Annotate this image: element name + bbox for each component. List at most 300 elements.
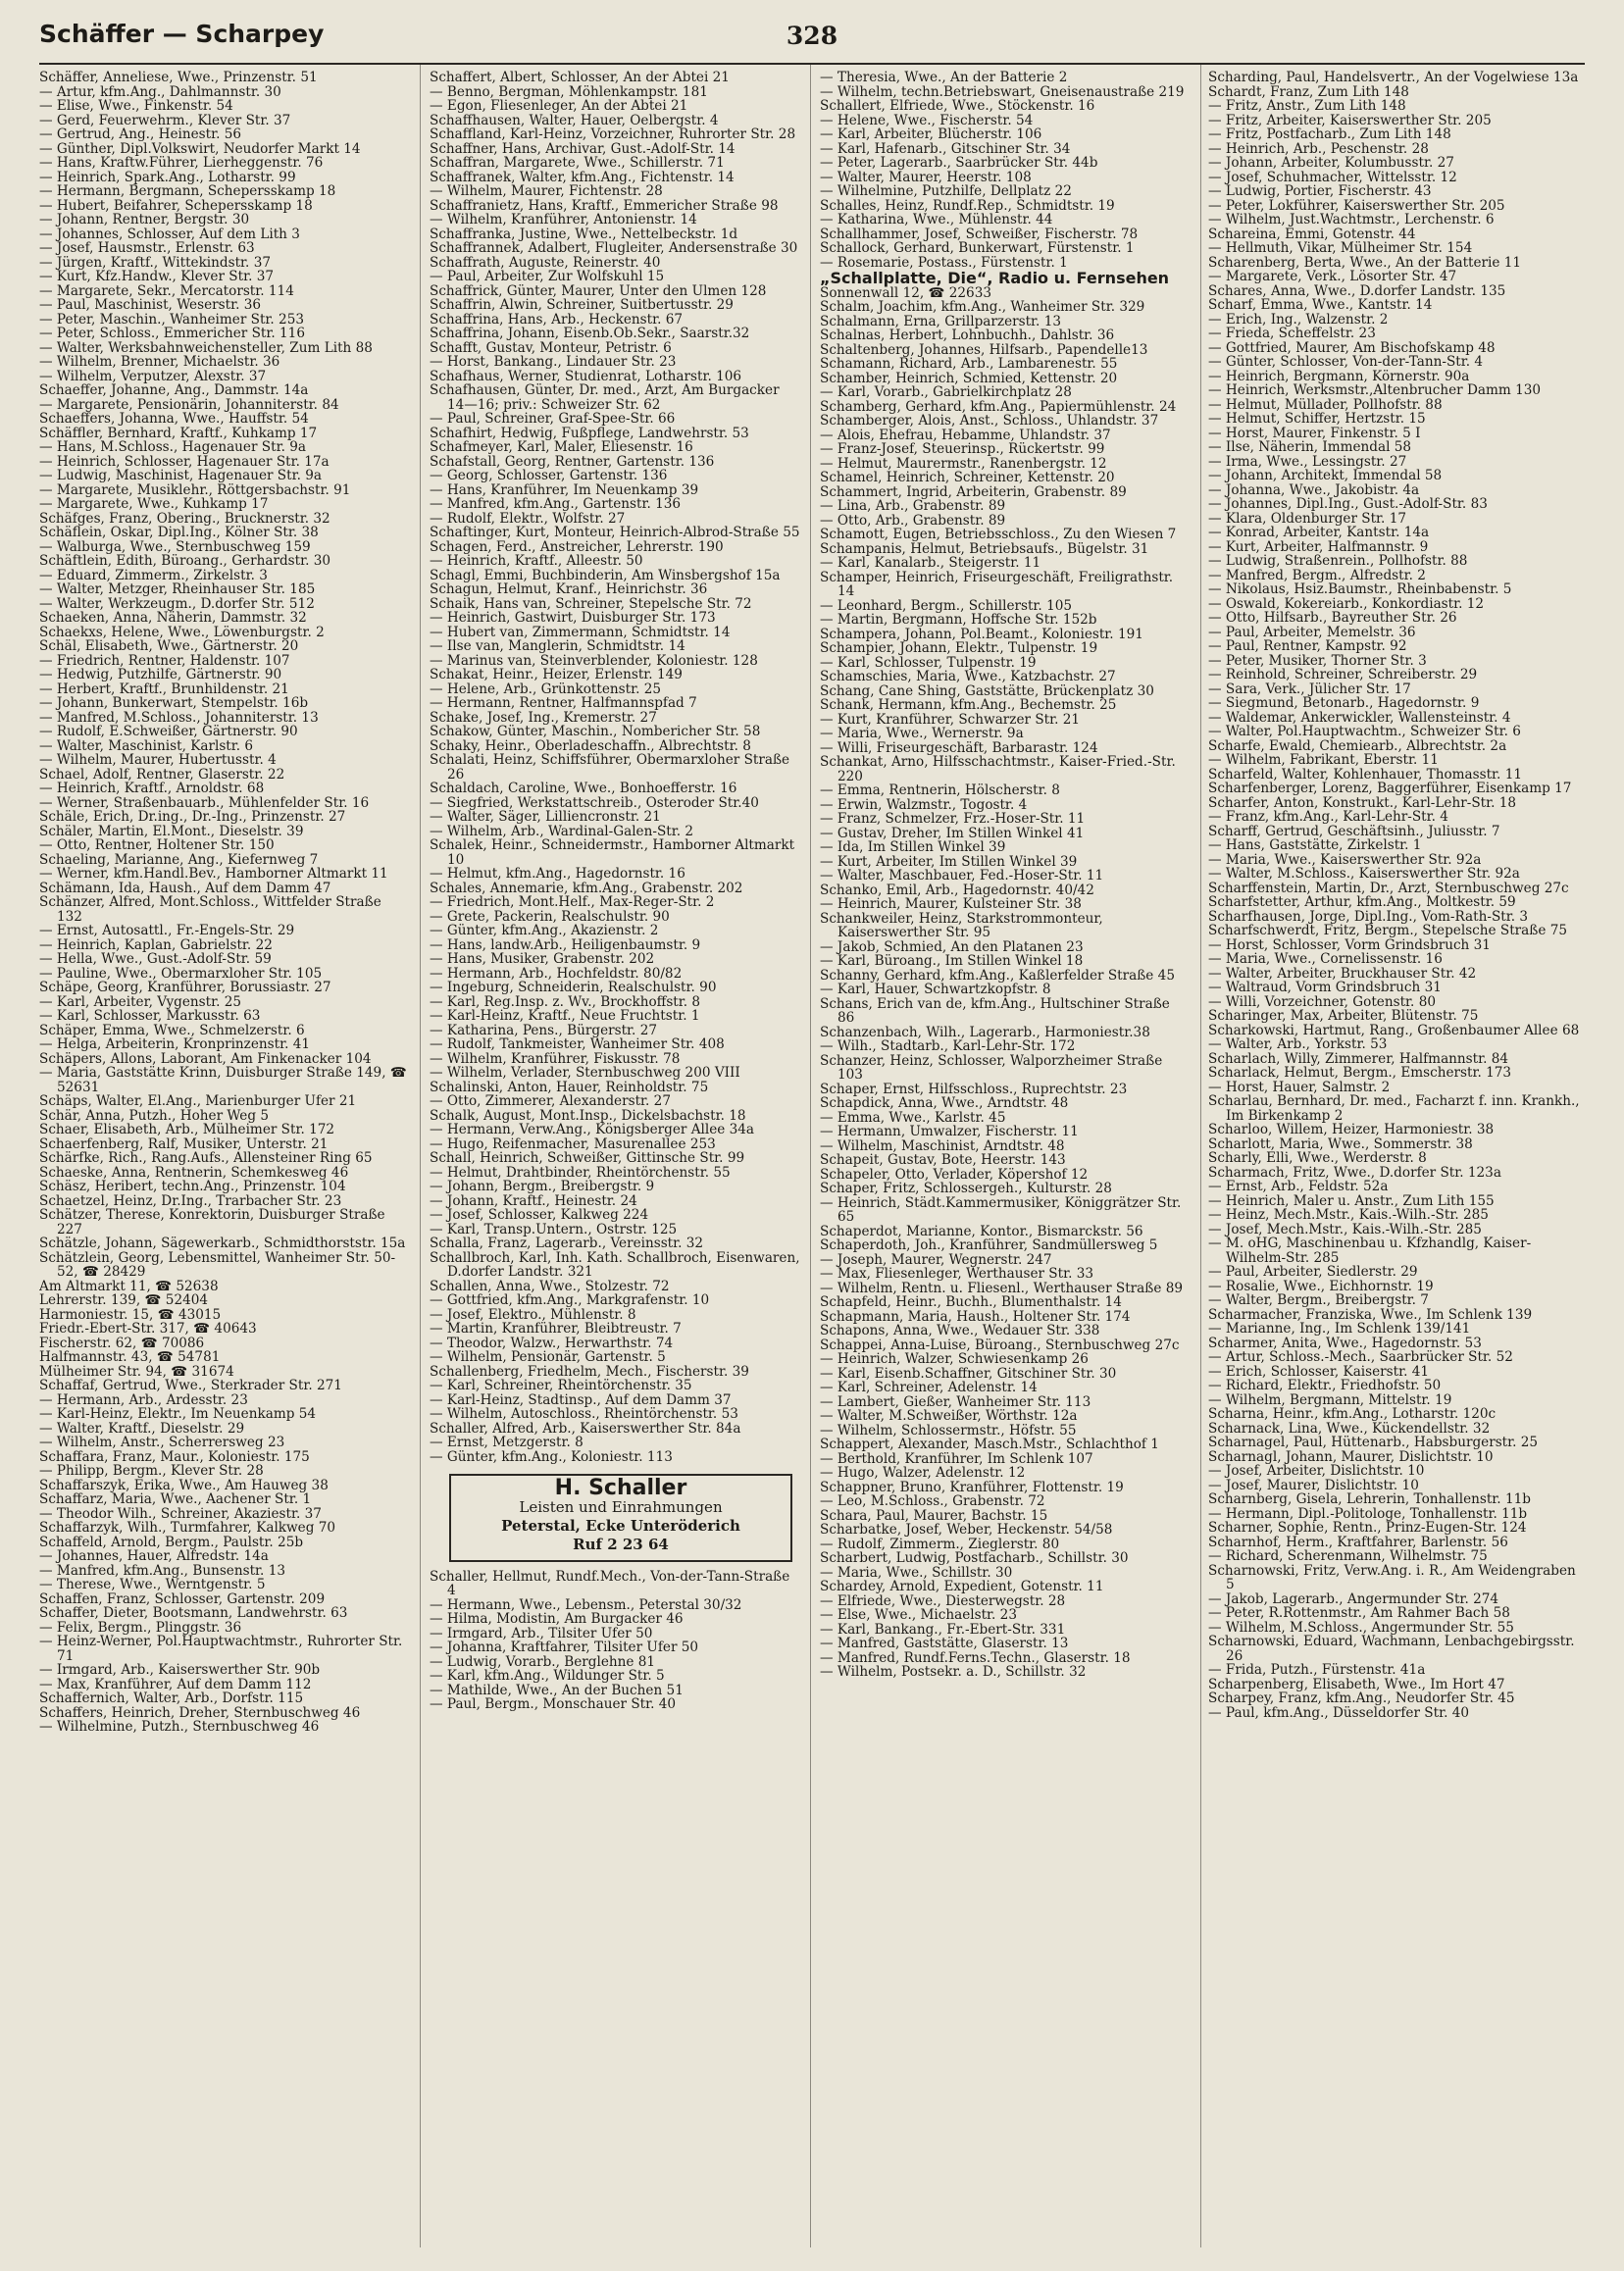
directory-entry: — Ernst, Arb., Feldstr. 52a xyxy=(1208,1179,1389,1194)
directory-entry: — Kurt, Arbeiter, Halfmannstr. 9 xyxy=(1208,538,1429,555)
column-2 xyxy=(430,71,800,2247)
directory-entry: Schallhammer, Josef, Schweißer, Fischerstr. 78 xyxy=(820,226,1139,242)
directory-entry: — Nikolaus, Hsiz.Baumstr., Rheinbabenstr. 5 xyxy=(1208,581,1512,597)
directory-entry: Schaffrannek, Adalbert, Flugleiter, Andersenstraße 30 xyxy=(430,240,798,256)
directory-entry: — Karl, Schlosser, Tulpenstr. 19 xyxy=(820,654,1037,671)
directory-entry: — Josef, Arbeiter, Dislichtstr. 10 xyxy=(1208,1463,1425,1479)
directory-entry: — Ludwig, Portier, Fischerstr. 43 xyxy=(1208,183,1432,199)
directory-entry: — Helmut, Drahtbinder, Rheintörchenstr. 55 xyxy=(430,1164,731,1181)
directory-entry: — Horst, Hauer, Salmstr. 2 xyxy=(1208,1079,1391,1095)
column-divider xyxy=(1200,65,1201,2247)
directory-entry: — Fritz, Postfacharb., Zum Lith 148 xyxy=(1208,126,1451,142)
directory-entry: Schaffranka, Justine, Wwe., Nettelbeckstr. 1d xyxy=(430,226,738,242)
directory-entry: — Walter, Kraftf., Dieselstr. 29 xyxy=(39,1420,245,1437)
directory-entry: Schank, Hermann, kfm.Ang., Bechemstr. 25 xyxy=(820,697,1117,713)
directory-entry: Schamper, Heinrich, Friseurgeschäft, Freiligrathstr. 14 xyxy=(820,569,1174,599)
directory-entry: — Heinrich, Spark.Ang., Lotharstr. 99 xyxy=(39,169,296,185)
directory-entry: — Heinz, Mech.Mstr., Kais.-Wilh.-Str. 285 xyxy=(1208,1207,1489,1223)
directory-entry: — Heinrich, Werksmstr.,Altenbrucher Damm 130 xyxy=(1208,382,1542,398)
directory-entry: — Karl, Schreiner, Rheintörchenstr. 35 xyxy=(430,1378,692,1393)
directory-entry: Schätzle, Johann, Sägewerkarb., Schmidthorststr. 15a xyxy=(39,1236,406,1251)
directory-entry: — Peter, Schloss., Emmericher Str. 116 xyxy=(39,326,305,341)
directory-entry: — Rosemarie, Postass., Fürstenstr. 1 xyxy=(820,254,1068,271)
directory-entry: Schaffeld, Arnold, Bergm., Paulstr. 25b xyxy=(39,1534,304,1550)
directory-entry: — Siegmund, Betonarb., Hagedornstr. 9 xyxy=(1208,695,1480,711)
directory-entry: Schaper, Ernst, Hilfsschloss., Ruprechtstr. 23 xyxy=(820,1081,1128,1097)
directory-entry: — Lina, Arb., Grabenstr. 89 xyxy=(820,498,1006,514)
directory-entry: — Wilh., Stadtarb., Karl-Lehr-Str. 172 xyxy=(820,1038,1076,1054)
directory-entry: — Werner, Straßenbauarb., Mühlenfelder Str. 16 xyxy=(39,794,370,811)
directory-entry: — Waldemar, Ankerwickler, Wallensteinstr. 4 xyxy=(1208,709,1511,726)
directory-entry: — Wilhelm, Fabrikant, Eberstr. 11 xyxy=(1208,752,1439,768)
directory-entry: — Walter, Werkzeugm., D.dorfer Str. 512 xyxy=(39,595,315,612)
directory-entry: — Johanna, Kraftfahrer, Tilsiter Ufer 50 xyxy=(430,1640,699,1655)
directory-entry: Schäftlein, Edith, Büroang., Gerhardstr. 30 xyxy=(39,553,331,569)
directory-entry: — Gerd, Feuerwehrm., Klever Str. 37 xyxy=(39,112,291,128)
directory-entry: — Karl, Schlosser, Markusstr. 63 xyxy=(39,1008,261,1024)
directory-entry: Schalles, Heinz, Rundf.Rep., Schmidtstr. 19 xyxy=(820,197,1115,214)
directory-entry: — Helmut, kfm.Ang., Hagedornstr. 16 xyxy=(430,866,685,882)
directory-entry: Schäler, Martin, El.Mont., Dieselstr. 39 xyxy=(39,823,304,839)
directory-entry: — Maria, Wwe., Schillstr. 30 xyxy=(820,1564,1013,1581)
directory-entry: Schankweiler, Heinz, Starkstrommonteur, Kaiserswerther Str. 95 xyxy=(820,910,1103,940)
directory-entry: — Walburga, Wwe., Sternbuschweg 159 xyxy=(39,538,311,555)
directory-entry: Schanko, Emil, Arb., Hagedornstr. 40/42 xyxy=(820,882,1094,898)
directory-entry: Schaperdot, Marianne, Kontor., Bismarckstr. 56 xyxy=(820,1223,1143,1239)
directory-entry: — Walter, Säger, Lilliencronstr. 21 xyxy=(430,809,661,825)
directory-entry: — Ludwig, Straßenrein., Pollhofstr. 88 xyxy=(1208,553,1468,569)
directory-entry: Schaeken, Anna, Näherin, Dammstr. 32 xyxy=(39,610,307,626)
directory-entry: Scharlack, Helmut, Bergm., Emscherstr. 173 xyxy=(1208,1065,1512,1081)
directory-entry: Harmoniestr. 15, ☎ 43015 xyxy=(39,1306,222,1323)
directory-entry: Schalla, Franz, Lagerarb., Vereinsstr. 32 xyxy=(430,1236,704,1251)
directory-entry: Schaffarz, Maria, Wwe., Aachener Str. 1 xyxy=(39,1491,312,1507)
directory-entry: — Maria, Wwe., Cornelissenstr. 16 xyxy=(1208,951,1443,967)
directory-entry: — Wilhelm, Pensionär, Gartenstr. 5 xyxy=(430,1349,666,1365)
directory-entry: — Martin, Bergmann, Hoffsche Str. 152b xyxy=(820,612,1097,628)
directory-entry: Schamber, Heinrich, Schmied, Kettenstr. 20 xyxy=(820,370,1118,386)
directory-entry: — Wilhelm, Maschinist, Arndtstr. 48 xyxy=(820,1137,1065,1154)
directory-entry: — Georg, Schlosser, Gartenstr. 136 xyxy=(430,468,668,483)
directory-entry: — Josef, Hausmstr., Erlenstr. 63 xyxy=(39,240,255,256)
directory-entry: Schaffert, Albert, Schlosser, An der Abtei 21 xyxy=(430,71,730,85)
directory-entry: Schakat, Heinr., Heizer, Erlenstr. 149 xyxy=(430,667,683,682)
directory-entry: — Eduard, Zimmerm., Zirkelstr. 3 xyxy=(39,567,268,583)
directory-entry: Scharfenberger, Lorenz, Baggerführer, Eisenkamp 17 xyxy=(1208,781,1572,796)
directory-entry: Sonnenwall 12, ☎ 22633 xyxy=(820,284,991,301)
directory-entry: — Karl, Reg.Insp. z. Wv., Brockhoffstr. 8 xyxy=(430,993,701,1010)
directory-entry: Scharbatke, Josef, Weber, Heckenstr. 54/58 xyxy=(820,1522,1113,1538)
directory-entry: — Peter, Lokführer, Kaiserswerther Str. 205 xyxy=(1208,197,1505,214)
directory-entry: — Artur, Schloss.-Mech., Saarbrücker Str. 52 xyxy=(1208,1349,1513,1365)
directory-entry: — Wilhelm, Arb., Wardinal-Galen-Str. 2 xyxy=(430,823,694,839)
directory-entry: Mülheimer Str. 94, ☎ 31674 xyxy=(39,1363,234,1380)
directory-entry: — Johannes, Dipl.Ing., Gust.-Adolf-Str. 83 xyxy=(1208,496,1488,512)
directory-entry: — Fritz, Anstr., Zum Lith 148 xyxy=(1208,98,1406,114)
directory-entry: Schaffrin, Alwin, Schreiner, Suitbertusstr. 29 xyxy=(430,297,734,313)
directory-entry: Schaffrath, Auguste, Reinerstr. 40 xyxy=(430,254,661,271)
directory-entry: — Grete, Packerin, Realschulstr. 90 xyxy=(430,908,670,925)
directory-entry: — Gottfried, kfm.Ang., Markgrafenstr. 10 xyxy=(430,1292,710,1308)
directory-entry: — Ernst, Autosattl., Fr.-Engels-Str. 29 xyxy=(39,923,295,938)
directory-entry: — Max, Fliesenleger, Werthauser Str. 33 xyxy=(820,1266,1094,1282)
directory-entry: — Marianne, Ing., Im Schlenk 139/141 xyxy=(1208,1321,1471,1337)
column-divider xyxy=(420,65,421,2247)
directory-entry: Scharpey, Franz, kfm.Ang., Neudorfer Str. 45 xyxy=(1208,1691,1515,1706)
directory-entry: Schaftinger, Kurt, Monteur, Heinrich-Albrod-Straße 55 xyxy=(430,525,800,540)
directory-entry: Schael, Adolf, Rentner, Glaserstr. 22 xyxy=(39,766,285,782)
directory-entry: — Helga, Arbeiterin, Kronprinzenstr. 41 xyxy=(39,1036,311,1052)
directory-entry: — Leonhard, Bergm., Schillerstr. 105 xyxy=(820,597,1073,614)
directory-entry: — Peter, Maschin., Wanheimer Str. 253 xyxy=(39,311,305,328)
directory-entry: — Irmgard, Arb., Tilsiter Ufer 50 xyxy=(430,1625,653,1641)
directory-entry: Schäfges, Franz, Obering., Brucknerstr. 32 xyxy=(39,510,330,527)
directory-entry: Scharmacher, Franziska, Wwe., Im Schlenk 139 xyxy=(1208,1306,1533,1323)
directory-entry: — Johann, Kraftf., Heinestr. 24 xyxy=(430,1192,637,1209)
directory-entry: — Hermann, Umwalzer, Fischerstr. 11 xyxy=(820,1124,1079,1139)
directory-entry: Scharfschwerdt, Fritz, Bergm., Stepelsche Straße 75 xyxy=(1208,923,1568,938)
directory-entry: Schamann, Richard, Arb., Lambarenestr. 55 xyxy=(820,356,1118,372)
directory-entry: — Emma, Rentnerin, Hölscherstr. 8 xyxy=(820,782,1060,798)
directory-entry: — Reinhold, Schreiner, Schreiberstr. 29 xyxy=(1208,667,1478,682)
directory-entry: — Gertrud, Ang., Heinestr. 56 xyxy=(39,126,242,142)
directory-entry: Schanzenbach, Wilh., Lagerarb., Harmoniestr.38 xyxy=(820,1024,1150,1040)
directory-entry: — Marinus van, Steinverblender, Koloniestr. 128 xyxy=(430,652,758,669)
directory-entry: — Hugo, Reifenmacher, Masurenallee 253 xyxy=(430,1136,716,1152)
directory-entry: — Wilhelm, Rentn. u. Fliesenl., Werthauser Straße 89 xyxy=(820,1280,1184,1296)
directory-entry: Schaffer, Dieter, Bootsmann, Landwehrstr. 63 xyxy=(39,1605,348,1621)
directory-entry: Lehrerstr. 139, ☎ 52404 xyxy=(39,1292,209,1308)
directory-entry: — Hugo, Walzer, Adelenstr. 12 xyxy=(820,1465,1026,1481)
directory-entry: — Rudolf, E.Schweißer, Gärtnerstr. 90 xyxy=(39,724,298,739)
ad-line: Peterstal, Ecke Unteröderich xyxy=(501,1516,740,1535)
directory-entry: Schalinski, Anton, Hauer, Reinholdstr. 75 xyxy=(430,1079,709,1095)
directory-entry: — Hermann, Bergmann, Schepersskamp 18 xyxy=(39,183,336,199)
directory-entry: — Peter, Musiker, Thorner Str. 3 xyxy=(1208,652,1427,669)
directory-entry: Schapeit, Gustav, Bote, Heerstr. 143 xyxy=(820,1152,1066,1168)
directory-entry: Schärfke, Rich., Rang.Aufs., Allensteiner Ring 65 xyxy=(39,1150,373,1166)
directory-entry: Schalm, Joachim, kfm.Ang., Wanheimer Str. 329 xyxy=(820,299,1145,315)
directory-entry: Schalek, Heinr., Schneidermstr., Hamborner Altmarkt 10 xyxy=(430,837,795,868)
directory-entry: — Irmgard, Arb., Kaiserswerther Str. 90b xyxy=(39,1662,321,1678)
directory-entry: Schallen, Anna, Wwe., Stolzestr. 72 xyxy=(430,1278,670,1294)
directory-entry: — Paul, Arbeiter, Memelstr. 36 xyxy=(1208,624,1416,640)
directory-entry: — Margarete, Pensionärin, Johanniterstr. 84 xyxy=(39,396,339,413)
directory-entry: Schaffen, Franz, Schlosser, Gartenstr. 209 xyxy=(39,1590,326,1607)
directory-entry: — Ludwig, Maschinist, Hagenauer Str. 9a xyxy=(39,468,322,483)
directory-entry: — Wilhelmine, Putzhilfe, Dellplatz 22 xyxy=(820,183,1072,199)
directory-entry: Schammert, Ingrid, Arbeiterin, Grabenstr. 89 xyxy=(820,483,1127,500)
directory-entry: Scharkowski, Hartmut, Rang., Großenbaumer Allee 68 xyxy=(1208,1022,1580,1038)
directory-entry: — Johanna, Wwe., Jakobistr. 4a xyxy=(1208,481,1420,498)
directory-entry: Schall, Heinrich, Schweißer, Gittinsche Str. 99 xyxy=(430,1150,745,1166)
ad-title: H. Schaller xyxy=(554,1476,687,1500)
directory-entry: Scharlau, Bernhard, Dr. med., Facharzt f. inn. Krankh., Im Birkenkamp 2 xyxy=(1208,1093,1580,1124)
directory-entry: Scharmer, Anita, Wwe., Hagedornstr. 53 xyxy=(1208,1335,1482,1351)
directory-entry: — Paul, Bergm., Monschauer Str. 40 xyxy=(430,1696,677,1712)
directory-entry: — Else, Wwe., Michaelstr. 23 xyxy=(820,1607,1017,1623)
directory-entry: — Otto, Hilfsarb., Bayreuther Str. 26 xyxy=(1208,610,1457,626)
directory-entry: Schaeling, Marianne, Ang., Kiefernweg 7 xyxy=(39,851,319,868)
directory-entry: — Felix, Bergm., Plinggstr. 36 xyxy=(39,1619,242,1636)
directory-entry: — Walter, Metzger, Rheinhauser Str. 185 xyxy=(39,581,316,597)
page-header xyxy=(39,20,1585,65)
directory-entry: Schaekxs, Helene, Wwe., Löwenburgstr. 2 xyxy=(39,624,325,640)
directory-entry: Schaller, Hellmut, Rundf.Mech., Von-der-Tann-Straße 4 xyxy=(430,1568,790,1598)
header-name-range: Schäffer — Scharpey xyxy=(39,20,325,48)
ad-line: Ruf 2 23 64 xyxy=(573,1535,669,1553)
directory-entry: — Friedrich, Mont.Helf., Max-Reger-Str. 2 xyxy=(430,894,715,910)
directory-entry: — Richard, Elektr., Friedhofstr. 50 xyxy=(1208,1378,1442,1393)
directory-entry: Schaffrick, Günter, Maurer, Unter den Ulmen 128 xyxy=(430,282,767,299)
directory-entry: — Katharina, Pens., Bürgerstr. 27 xyxy=(430,1022,657,1038)
directory-entry: Schaeffer, Johanne, Ang., Dammstr. 14a xyxy=(39,382,309,398)
directory-entry: Scharnagl, Johann, Maurer, Dislichtstr. 10 xyxy=(1208,1448,1494,1465)
directory-entry: Schamberger, Alois, Anst., Schloss., Uhlandstr. 37 xyxy=(820,413,1159,429)
directory-entry: — Werner, kfm.Handl.Bev., Hamborner Altmarkt 11 xyxy=(39,866,388,882)
directory-entry: Schaetzel, Heinz, Dr.Ing., Trarbacher Str. 23 xyxy=(39,1192,342,1209)
directory-entry: — Friedrich, Rentner, Haldenstr. 107 xyxy=(39,652,290,669)
directory-entry: — Heinrich, Kaplan, Gabrielstr. 22 xyxy=(39,936,273,953)
directory-entry: Schalk, August, Mont.Insp., Dickelsbachstr. 18 xyxy=(430,1107,746,1124)
directory-entry: — Helmut, Schiffer, Hertzstr. 15 xyxy=(1208,411,1426,427)
directory-entry: — Therese, Wwe., Werntgenstr. 5 xyxy=(39,1577,266,1592)
ad-line: Leisten und Einrahmungen xyxy=(519,1497,723,1516)
directory-entry: — Hedwig, Putzhilfe, Gärtnerstr. 90 xyxy=(39,667,282,682)
directory-entry: — Otto, Rentner, Holtener Str. 150 xyxy=(39,837,275,853)
directory-entry: — Kurt, Arbeiter, Im Stillen Winkel 39 xyxy=(820,853,1078,870)
directory-entry: — Walter, Werksbahnweichensteller, Zum Lith 88 xyxy=(39,339,373,356)
directory-entry: Schaerfenberg, Ralf, Musiker, Unterstr. 21 xyxy=(39,1136,329,1152)
directory-entry: Schaffrina, Johann, Eisenb.Ob.Sekr., Saarstr.32 xyxy=(430,326,750,341)
directory-entry: — Ilse van, Manglerin, Schmidtstr. 14 xyxy=(430,638,685,654)
directory-entry: — Wilhelm, Kranführer, Antonienstr. 14 xyxy=(430,212,697,227)
directory-entry: Scharna, Heinr., kfm.Ang., Lotharstr. 120c xyxy=(1208,1406,1497,1422)
directory-entry: — Kurt, Kfz.Handw., Klever Str. 37 xyxy=(39,269,275,284)
directory-entry: Schäper, Emma, Wwe., Schmelzerstr. 6 xyxy=(39,1022,305,1038)
directory-entry: Schalati, Heinz, Schiffsführer, Obermarxloher Straße 26 xyxy=(430,752,790,782)
directory-entry: — Walter, Pol.Hauptwachtm., Schweizer Str. 6 xyxy=(1208,724,1521,739)
directory-entry: — Erwin, Walzmstr., Togostr. 4 xyxy=(820,796,1028,813)
directory-entry: — Karl-Heinz, Kraftf., Neue Fruchtstr. 1 xyxy=(430,1008,700,1024)
directory-entry: — Johann, Rentner, Bergstr. 30 xyxy=(39,212,250,227)
directory-entry: — Berthold, Kranführer, Im Schlenk 107 xyxy=(820,1450,1093,1467)
directory-entry: Schafhirt, Hedwig, Fußpflege, Landwehrstr. 53 xyxy=(430,425,749,441)
directory-entry: — Hilma, Modistin, Am Burgacker 46 xyxy=(430,1611,684,1627)
directory-entry: Fischerstr. 62, ☎ 70086 xyxy=(39,1335,205,1351)
directory-entry: — Helene, Arb., Grünkottenstr. 25 xyxy=(430,681,662,697)
directory-entry: Schankat, Arno, Hilfsschachtmstr., Kaiser-Fried.-Str. 220 xyxy=(820,754,1176,784)
directory-entry: — Sara, Verk., Jülicher Str. 17 xyxy=(1208,681,1411,697)
directory-entry: — Heinrich, Maler u. Anstr., Zum Lith 155 xyxy=(1208,1192,1495,1209)
directory-entry: — Horst, Bankang., Lindauer Str. 23 xyxy=(430,354,677,370)
directory-entry: — Hellmuth, Vikar, Mülheimer Str. 154 xyxy=(1208,240,1473,256)
directory-entry: — Paul, Rentner, Kampstr. 92 xyxy=(1208,638,1407,654)
directory-entry: Schakow, Günter, Maschin., Nombericher Str. 58 xyxy=(430,724,761,739)
directory-entry: — Herbert, Kraftf., Brunhildenstr. 21 xyxy=(39,681,289,697)
directory-entry: Schampanis, Helmut, Betriebsaufs., Bügelstr. 31 xyxy=(820,540,1149,557)
directory-entry: Schareina, Emmi, Gotenstr. 44 xyxy=(1208,226,1416,242)
directory-entry: Schalmann, Erna, Grillparzerstr. 13 xyxy=(820,313,1061,329)
directory-entry: — Hubert van, Zimmermann, Schmidtstr. 14 xyxy=(430,624,731,640)
directory-entry: — Konrad, Arbeiter, Kantstr. 14a xyxy=(1208,525,1430,540)
directory-entry: — Heinrich, Städt.Kammermusiker, Königgrätzer Str. 65 xyxy=(820,1194,1182,1225)
directory-entry: — Johann, Bergm., Breibergstr. 9 xyxy=(430,1179,655,1194)
directory-entry: — Wilhelm, Brenner, Michaelstr. 36 xyxy=(39,354,280,370)
directory-entry: — Manfred, Bergm., Alfredstr. 2 xyxy=(1208,567,1426,583)
directory-entry: — Egon, Fliesenleger, An der Abtei 21 xyxy=(430,98,688,114)
directory-entry: Schär, Anna, Putzh., Hoher Weg 5 xyxy=(39,1107,269,1124)
directory-entry: — Hermann, Arb., Hochfeldstr. 80/82 xyxy=(430,965,683,982)
directory-entry: — Walter, M.Schweißer, Wörthstr. 12a xyxy=(820,1408,1078,1424)
directory-entry: — Willi, Friseurgeschäft, Barbarastr. 124 xyxy=(820,739,1098,756)
directory-entry: Scharf, Emma, Wwe., Kantstr. 14 xyxy=(1208,297,1433,313)
directory-entry: — Willi, Vorzeichner, Gotenstr. 80 xyxy=(1208,993,1436,1010)
directory-entry: — Günther, Dipl.Volkswirt, Neudorfer Markt 14 xyxy=(39,140,361,157)
directory-entry: Schaffranietz, Hans, Kraftf., Emmericher Straße 98 xyxy=(430,197,779,214)
directory-entry: — Oswald, Kokereiarb., Konkordiastr. 12 xyxy=(1208,595,1485,612)
directory-entry: Schampier, Johann, Elektr., Tulpenstr. 19 xyxy=(820,640,1098,656)
directory-entry: — Johann, Bunkerwart, Stempelstr. 16b xyxy=(39,695,309,711)
directory-entry: — Paul, Maschinist, Weserstr. 36 xyxy=(39,297,262,313)
directory-entry: Schapfeld, Heinr., Buchh., Blumenthalstr. 14 xyxy=(820,1294,1122,1310)
directory-entry: — Joseph, Maurer, Wegnerstr. 247 xyxy=(820,1251,1052,1268)
directory-entry: Schamschies, Maria, Wwe., Katzbachstr. 27 xyxy=(820,669,1116,684)
directory-entry: Schafhausen, Günter, Dr. med., Arzt, Am Burgacker 14—16; priv.: Schweizer Str. 62 xyxy=(430,382,780,413)
directory-entry: Schallock, Gerhard, Bunkerwart, Fürstenstr. 1 xyxy=(820,240,1135,256)
directory-entry: Scharner, Sophie, Rentn., Prinz-Eugen-Str. 124 xyxy=(1208,1520,1527,1536)
directory-entry: Schäle, Erich, Dr.ing., Dr.-Ing., Prinzenstr. 27 xyxy=(39,809,346,825)
directory-entry: — Manfred, Rundf.Ferns.Techn., Glaserstr. 18 xyxy=(820,1649,1131,1666)
directory-entry: Scharly, Elli, Wwe., Werderstr. 8 xyxy=(1208,1150,1427,1166)
directory-entry: — Fritz, Arbeiter, Kaiserswerther Str. 205 xyxy=(1208,112,1492,128)
directory-entry: Schaffarzyk, Wilh., Turmfahrer, Kalkweg 70 xyxy=(39,1520,336,1536)
directory-entry: — Hermann, Arb., Ardesstr. 23 xyxy=(39,1391,248,1408)
directory-entry: — Günter, kfm.Ang., Koloniestr. 113 xyxy=(430,1448,673,1465)
directory-entry: — Alois, Ehefrau, Hebamme, Uhlandstr. 37 xyxy=(820,427,1111,443)
directory-entry: — Heinz-Werner, Pol.Hauptwachtmstr., Ruhrorter Str. 71 xyxy=(39,1634,403,1664)
directory-entry: Schara, Paul, Maurer, Bachstr. 15 xyxy=(820,1507,1048,1524)
directory-entry: — Heinrich, Kraftf., Arnoldstr. 68 xyxy=(39,781,265,796)
directory-entry: Schätzer, Therese, Konrektorin, Duisburger Straße 227 xyxy=(39,1207,385,1237)
directory-entry: — Heinrich, Maurer, Kulsteiner Str. 38 xyxy=(820,896,1082,912)
directory-entry: Schäflein, Oskar, Dipl.Ing., Kölner Str. 38 xyxy=(39,525,319,540)
directory-entry: Scharnagel, Paul, Hüttenarb., Habsburgerstr. 25 xyxy=(1208,1435,1539,1450)
directory-entry: Schaeske, Anna, Rentnerin, Schemkesweg 46 xyxy=(39,1164,349,1181)
directory-entry: — Karl, Kanalarb., Steigerstr. 11 xyxy=(820,555,1041,571)
directory-entry: — Theresia, Wwe., An der Batterie 2 xyxy=(820,71,1068,85)
directory-entry: — Richard, Scherenmann, Wilhelmstr. 75 xyxy=(1208,1548,1488,1564)
directory-entry: — Wilhelm, Bergmann, Mittelstr. 19 xyxy=(1208,1391,1452,1408)
directory-entry: Schafstall, Georg, Rentner, Gartenstr. 136 xyxy=(430,453,715,470)
directory-entry: — Peter, Lagerarb., Saarbrücker Str. 44b xyxy=(820,155,1098,171)
directory-entry: Schäpe, Georg, Kranführer, Borussiastr. 27 xyxy=(39,980,331,995)
directory-entry: Schäffler, Bernhard, Kraftf., Kuhkamp 17 xyxy=(39,425,318,441)
directory-entry: — Paul, kfm.Ang., Düsseldorfer Str. 40 xyxy=(1208,1704,1470,1721)
directory-entry: — Horst, Maurer, Finkenstr. 5 I xyxy=(1208,425,1421,441)
directory-entry: Schaffhausen, Walter, Hauer, Oelbergstr. 4 xyxy=(430,112,719,128)
directory-entry: — Hans, landw.Arb., Heiligenbaumstr. 9 xyxy=(430,936,701,953)
directory-entry: Friedr.-Ebert-Str. 317, ☎ 40643 xyxy=(39,1321,257,1337)
directory-entry: Scharnack, Lina, Wwe., Kückendellstr. 32 xyxy=(1208,1420,1491,1437)
directory-entry: Schätzlein, Georg, Lebensmittel, Wanheimer Str. 50-52, ☎ 28429 xyxy=(39,1249,396,1280)
directory-entry: — Ingeburg, Schneiderin, Realschulstr. 90 xyxy=(430,980,717,995)
directory-entry: — Hella, Wwe., Gust.-Adolf-Str. 59 xyxy=(39,951,272,967)
directory-entry: Schaperdoth, Joh., Kranführer, Sandmüllersweg 5 xyxy=(820,1237,1158,1253)
directory-entry: — Ida, Im Stillen Winkel 39 xyxy=(820,839,1006,855)
directory-entry: — Frida, Putzh., Fürstenstr. 41a xyxy=(1208,1662,1426,1678)
directory-entry: Schanny, Gerhard, kfm.Ang., Kaßlerfelder Straße 45 xyxy=(820,967,1175,984)
directory-entry: Schäl, Elisabeth, Wwe., Gärtnerstr. 20 xyxy=(39,638,299,654)
directory-entry: Scharpenberg, Elisabeth, Wwe., Im Hort 47 xyxy=(1208,1676,1505,1692)
directory-entry: — Walter, Maschbauer, Fed.-Hoser-Str. 11 xyxy=(820,868,1104,883)
directory-entry: Schanzer, Heinz, Schlosser, Walporzheimer Straße 103 xyxy=(820,1052,1163,1083)
directory-entry: — Franz-Josef, Steuerinsp., Rückertstr. 99 xyxy=(820,441,1105,457)
directory-entry: — Heinrich, Arb., Peschenstr. 28 xyxy=(1208,140,1429,157)
directory-entry: — Gustav, Dreher, Im Stillen Winkel 41 xyxy=(820,825,1085,841)
directory-entry: — Heinrich, Walzer, Schwiesenkamp 26 xyxy=(820,1351,1089,1367)
directory-entry: Scharding, Paul, Handelsvertr., An der Vogelwiese 13a xyxy=(1208,71,1579,85)
directory-entry: — M. oHG, Maschinenbau u. Kfzhandlg, Kaiser-Wilhelm-Str. 285 xyxy=(1208,1236,1532,1266)
directory-entry: — Frieda, Scheffelstr. 23 xyxy=(1208,326,1376,341)
directory-entry: — Karl, Hafenarb., Gitschiner Str. 34 xyxy=(820,140,1071,157)
directory-entry: — Hermann, Wwe., Lebensm., Peterstal 30/32 xyxy=(430,1596,742,1613)
directory-entry: Schäsz, Heribert, techn.Ang., Prinzenstr. 104 xyxy=(39,1179,346,1194)
directory-entry: — Paul, Schreiner, Graf-Spee-Str. 66 xyxy=(430,411,676,427)
directory-entry: — Wilhelm, Anstr., Scherrersweg 23 xyxy=(39,1435,285,1450)
directory-entry: Schardey, Arnold, Expedient, Gotenstr. 11 xyxy=(820,1579,1104,1594)
directory-entry: — Theodor, Walzw., Herwarthstr. 74 xyxy=(430,1335,674,1351)
directory-entry: Schapons, Anna, Wwe., Wedauer Str. 338 xyxy=(820,1323,1100,1338)
directory-entry: — Margarete, Verk., Lösorter Str. 47 xyxy=(1208,269,1457,284)
directory-entry: Schaer, Elisabeth, Arb., Mülheimer Str. 172 xyxy=(39,1122,335,1137)
directory-entry: — Irma, Wwe., Lessingstr. 27 xyxy=(1208,453,1407,470)
directory-entry: — Josef, Schuhmacher, Wittelsstr. 12 xyxy=(1208,169,1457,185)
directory-entry: Scharff, Gertrud, Geschäftsinh., Juliusstr. 7 xyxy=(1208,823,1500,839)
page-number: 328 xyxy=(786,22,838,50)
directory-entry: — Karl, Arbeiter, Vygenstr. 25 xyxy=(39,993,242,1010)
directory-entry: — Siegfried, Werkstattschreib., Osteroder Str.40 xyxy=(430,794,759,811)
directory-entry: Scharnhof, Herm., Kraftfahrer, Barlenstr. 56 xyxy=(1208,1534,1508,1550)
directory-entry: Schaffrina, Hans, Arb., Heckenstr. 67 xyxy=(430,311,684,328)
directory-entry: — Johannes, Schlosser, Auf dem Lith 3 xyxy=(39,226,300,242)
directory-entry: Schaik, Hans van, Schreiner, Stepelsche Str. 72 xyxy=(430,595,752,612)
directory-entry: — Helene, Wwe., Fischerstr. 54 xyxy=(820,112,1034,128)
directory-entry: — Elise, Wwe., Finkenstr. 54 xyxy=(39,98,233,114)
directory-entry: Schänzer, Alfred, Mont.Schloss., Wittfelder Straße 132 xyxy=(39,894,381,925)
directory-entry: — Heinrich, Schlosser, Hagenauer Str. 17a xyxy=(39,453,330,470)
directory-entry: Schallbroch, Karl, Inh. Kath. Schallbroch, Eisenwaren, D.dorfer Landstr. 321 xyxy=(430,1249,800,1280)
directory-entry: — Walter, Arb., Yorkstr. 53 xyxy=(1208,1036,1388,1052)
directory-entry: — Margarete, Wwe., Kuhkamp 17 xyxy=(39,496,269,512)
directory-entry: Schaldach, Caroline, Wwe., Bonhoefferstr. 16 xyxy=(430,781,737,796)
advertisement-box xyxy=(449,1474,792,1562)
directory-entry: Schagl, Emmi, Buchbinderin, Am Winsbergshof 15a xyxy=(430,567,781,583)
directory-entry: — Wilhelm, Just.Wachtmstr., Lerchenstr. 6 xyxy=(1208,212,1495,227)
directory-entry: Schake, Josef, Ing., Kremerstr. 27 xyxy=(430,709,657,726)
directory-entry: Schallenberg, Friedhelm, Mech., Fischerstr. 39 xyxy=(430,1363,749,1380)
directory-entry: — Margarete, Sekr., Mercatorstr. 114 xyxy=(39,282,294,299)
directory-entry: — Walter, Bergm., Breibergstr. 7 xyxy=(1208,1292,1429,1308)
directory-entry: — Wilhelm, M.Schloss., Angermunder Str. 55 xyxy=(1208,1619,1514,1636)
directory-entry: — Karl, Eisenb.Schaffner, Gitschiner Str. 30 xyxy=(820,1365,1117,1382)
directory-entry: — Waltraud, Vorm Grindsbruch 31 xyxy=(1208,980,1442,995)
directory-entry: Schagen, Ferd., Anstreicher, Lehrerstr. 190 xyxy=(430,538,724,555)
directory-entry: Schafhaus, Werner, Studienrat, Lotharstr. 106 xyxy=(430,368,742,384)
directory-entry: Schaffner, Hans, Archivar, Gust.-Adolf-Str. 14 xyxy=(430,140,736,157)
directory-entry: — Karl, Arbeiter, Blücherstr. 106 xyxy=(820,126,1042,142)
directory-entry: — Karl, Schreiner, Adelenstr. 14 xyxy=(820,1380,1038,1395)
